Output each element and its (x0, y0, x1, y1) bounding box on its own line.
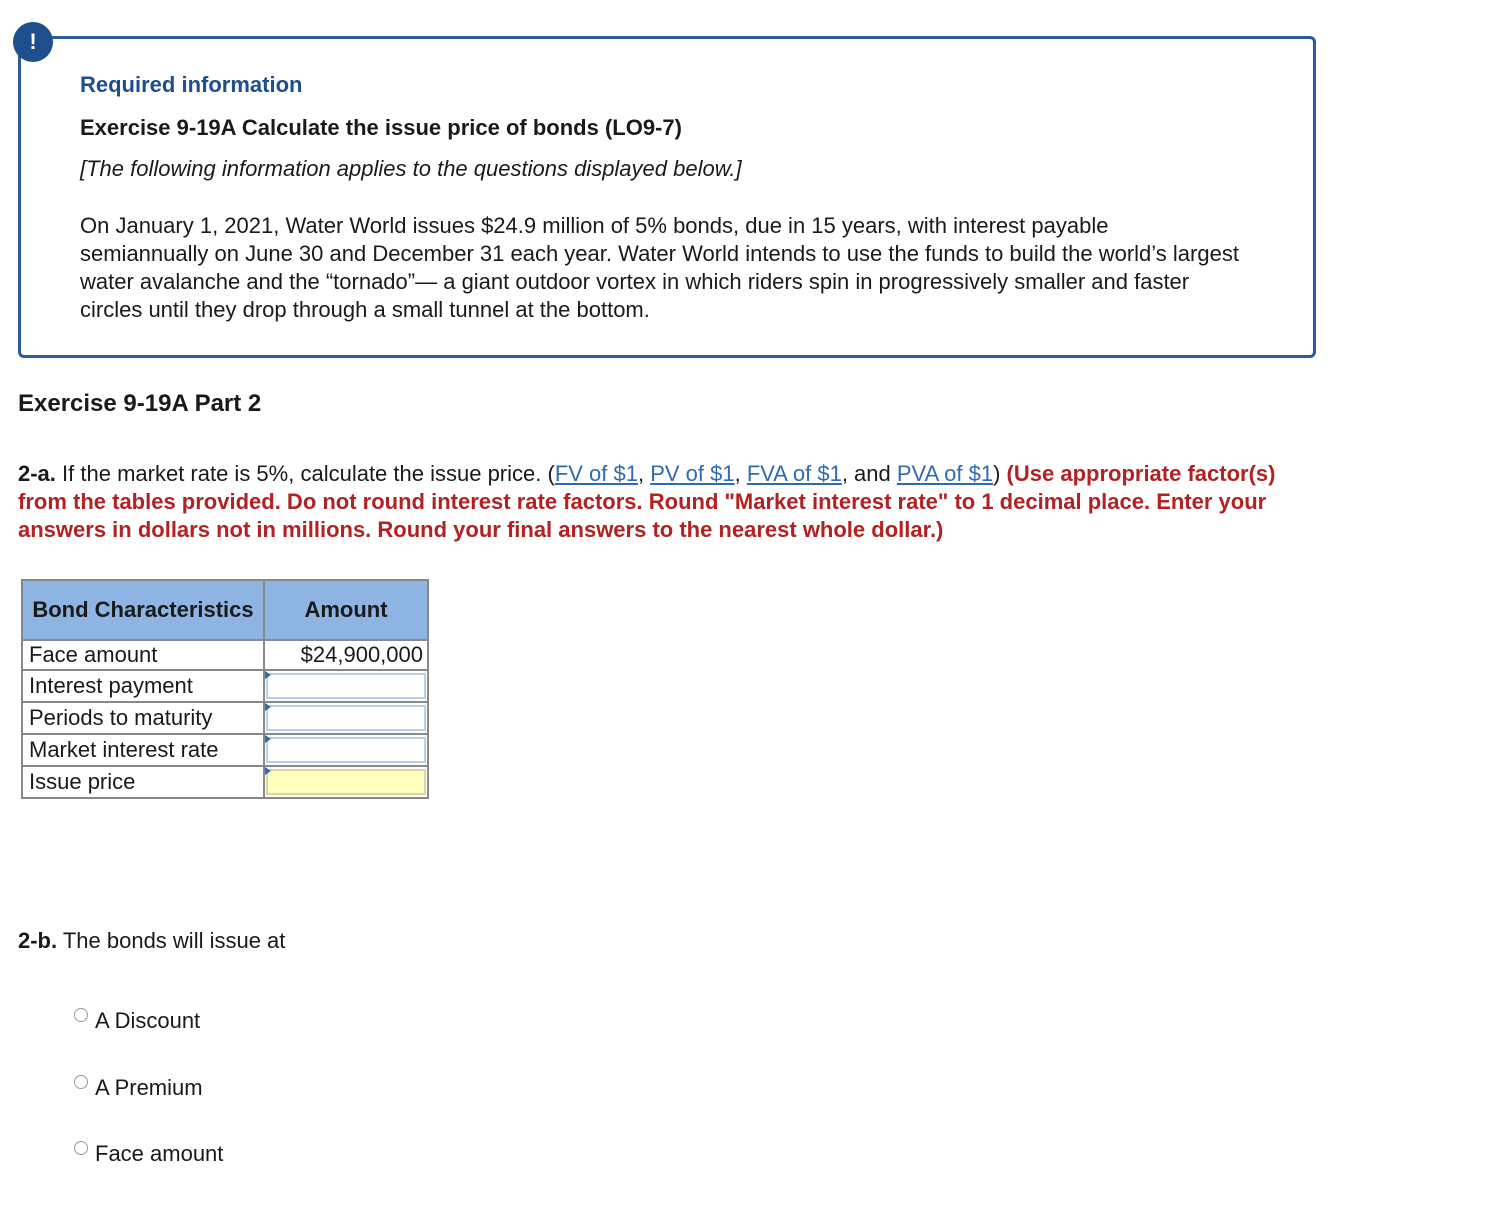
applies-note: [The following information applies to the questions displayed below.] (80, 156, 742, 181)
radio-button[interactable] (74, 1075, 88, 1089)
issue-price-input[interactable] (266, 769, 426, 795)
interest-payment-input[interactable] (266, 673, 426, 699)
table-row (22, 702, 428, 734)
option-face-amount[interactable] (74, 1141, 223, 1167)
table-row (22, 734, 428, 766)
alert-icon: ! (13, 22, 53, 62)
periods-to-maturity-cell (264, 702, 428, 734)
periods-to-maturity-input[interactable] (266, 705, 426, 731)
question-2b-label: 2-b. (18, 928, 58, 953)
question-2b-prompt: The bonds will issue at (57, 928, 286, 953)
option-discount[interactable] (74, 1008, 200, 1034)
separator: , (637, 461, 651, 486)
question-2a-label: 2-a. (18, 461, 56, 486)
separator: , (734, 461, 747, 486)
instructions-text: (Use appropriate factor(s) from the tables provided. Do not round interest rate factors. Round "Market interest rate" to 1 decimal place. Enter your answers in dollars not in millions. Round your final answers to the nearest whole dollar.) (18, 461, 1276, 542)
bond-table (21, 579, 429, 799)
radio-button[interactable] (74, 1141, 88, 1155)
row-label-interest-payment: Interest payment (22, 670, 264, 702)
option-label: A Premium (95, 1075, 203, 1100)
fva-link[interactable]: FVA of $1 (746, 461, 842, 486)
separator: ) (993, 461, 1007, 486)
face-amount-value: $24,900,000 (264, 640, 428, 670)
scenario-text: On January 1, 2021, Water World issues $24.9 million of 5% bonds, due in 15 years, with interest payable semiannually on June 30 and December 31 each year. Water World intends to use the funds to build the world’s largest water avalanche and the “tornado”— a giant outdoor vortex in which riders spin in progressively smaller and faster circles until they drop through a small tunnel at the bottom. (80, 213, 1239, 322)
question-2a (18, 460, 1308, 544)
option-label: A Discount (95, 1008, 201, 1033)
row-label-issue-price: Issue price (22, 766, 264, 798)
table-row (22, 766, 428, 798)
question-2b (18, 928, 285, 954)
part-title: Exercise 9-19A Part 2 (18, 390, 262, 417)
pva-link[interactable]: PVA of $1 (896, 461, 994, 486)
issue-price-cell (264, 766, 428, 798)
separator: , and (841, 461, 897, 486)
interest-payment-cell (264, 670, 428, 702)
table-row (22, 640, 428, 670)
radio-button[interactable] (74, 1008, 88, 1022)
option-premium[interactable] (74, 1075, 203, 1101)
row-label-periods-to-maturity: Periods to maturity (22, 702, 264, 734)
fv-link[interactable]: FV of $1 (554, 461, 638, 486)
row-label-market-interest-rate: Market interest rate (22, 734, 264, 766)
market-interest-rate-cell (264, 734, 428, 766)
required-info-title: Required information (80, 72, 303, 97)
row-label-face-amount: Face amount (22, 640, 264, 670)
header-bond-characteristics: Bond Characteristics (22, 580, 264, 640)
header-amount: Amount (264, 580, 428, 640)
table-row (22, 670, 428, 702)
option-label: Face amount (95, 1141, 224, 1166)
market-interest-rate-input[interactable] (266, 737, 426, 763)
exercise-title: Exercise 9-19A Calculate the issue price of bonds (LO9-7) (80, 115, 682, 140)
table-header-row (22, 580, 428, 640)
question-2a-prompt: If the market rate is 5%, calculate the issue price. ( (55, 461, 555, 486)
pv-link[interactable]: PV of $1 (650, 461, 735, 486)
